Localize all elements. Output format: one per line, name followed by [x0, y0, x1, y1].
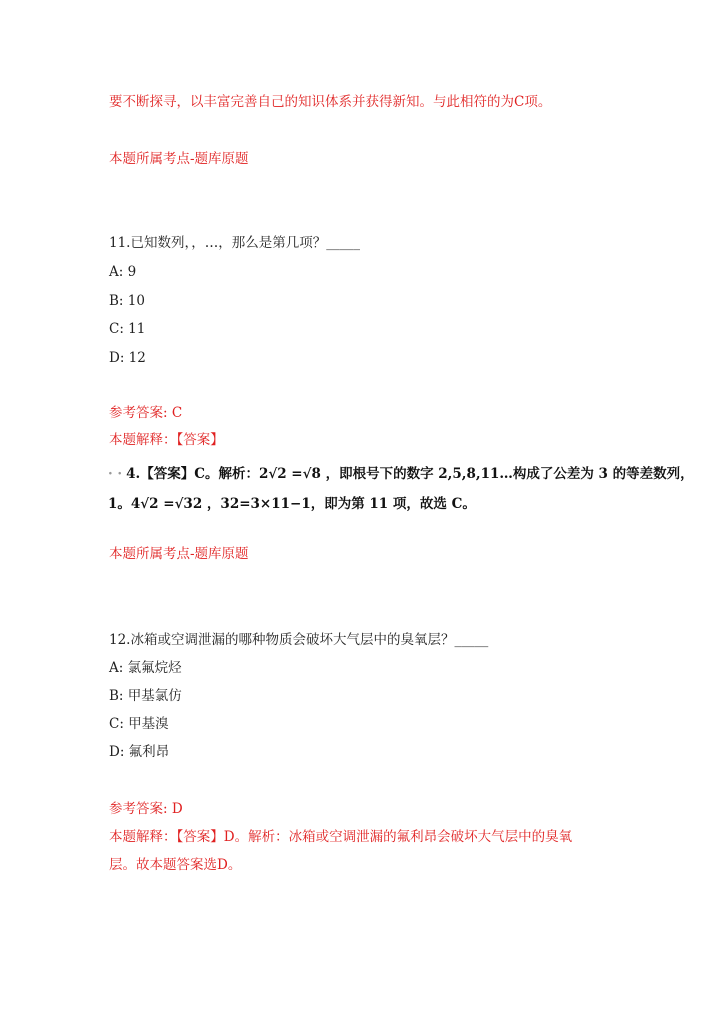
question-12-explanation-line-2: 层。故本题答案选D。 [109, 857, 242, 873]
question-12-option-b: B: 甲基氯仿 [109, 688, 182, 704]
question-11-explanation-label: 本题解释：【答案】 [109, 432, 224, 448]
question-12-answer: 参考答案: D [109, 801, 183, 817]
explanation-image-line-2: 1。4√2 =√32 ，32=3×11−1，即为第 11 项，故选 C。 [108, 496, 476, 512]
question-11-option-d: D: 12 [109, 350, 146, 366]
question-12-explanation-line-1: 本题解释：【答案】D。解析：冰箱或空调泄漏的氟利昂会破坏大气层中的臭氧 [109, 829, 573, 845]
question-12-option-a: A: 氯氟烷烃 [109, 660, 182, 676]
question-11-stem: 11.已知数列，，…，那么是第几项？_____ [109, 235, 360, 251]
image-dots: · · [108, 466, 123, 482]
question-11-option-c: C: 11 [109, 321, 146, 337]
question-12-option-d: D: 氟利昂 [109, 744, 170, 760]
explanation-image-line-1: 4.【答案】C。解析：2√2 =√8 ，即根号下的数字 2,5,8,11…构成了公差为 3 的等差数列， [126, 466, 694, 482]
previous-topic-label: 本题所属考点-题库原题 [109, 151, 249, 167]
question-11-option-b: B: 10 [109, 293, 145, 309]
question-11-option-a: A: 9 [109, 264, 137, 280]
question-11-answer: 参考答案: C [109, 405, 183, 421]
question-11-explanation-image [108, 460, 720, 516]
question-12-option-c: C: 甲基溴 [109, 716, 169, 732]
question-11-topic-label: 本题所属考点-题库原题 [109, 546, 249, 562]
question-12-stem: 12.冰箱或空调泄漏的哪种物质会破坏大气层中的臭氧层？_____ [109, 632, 489, 648]
previous-explanation-text: 要不断探寻，以丰富完善自己的知识体系并获得新知。与此相符的为C项。 [109, 94, 552, 110]
